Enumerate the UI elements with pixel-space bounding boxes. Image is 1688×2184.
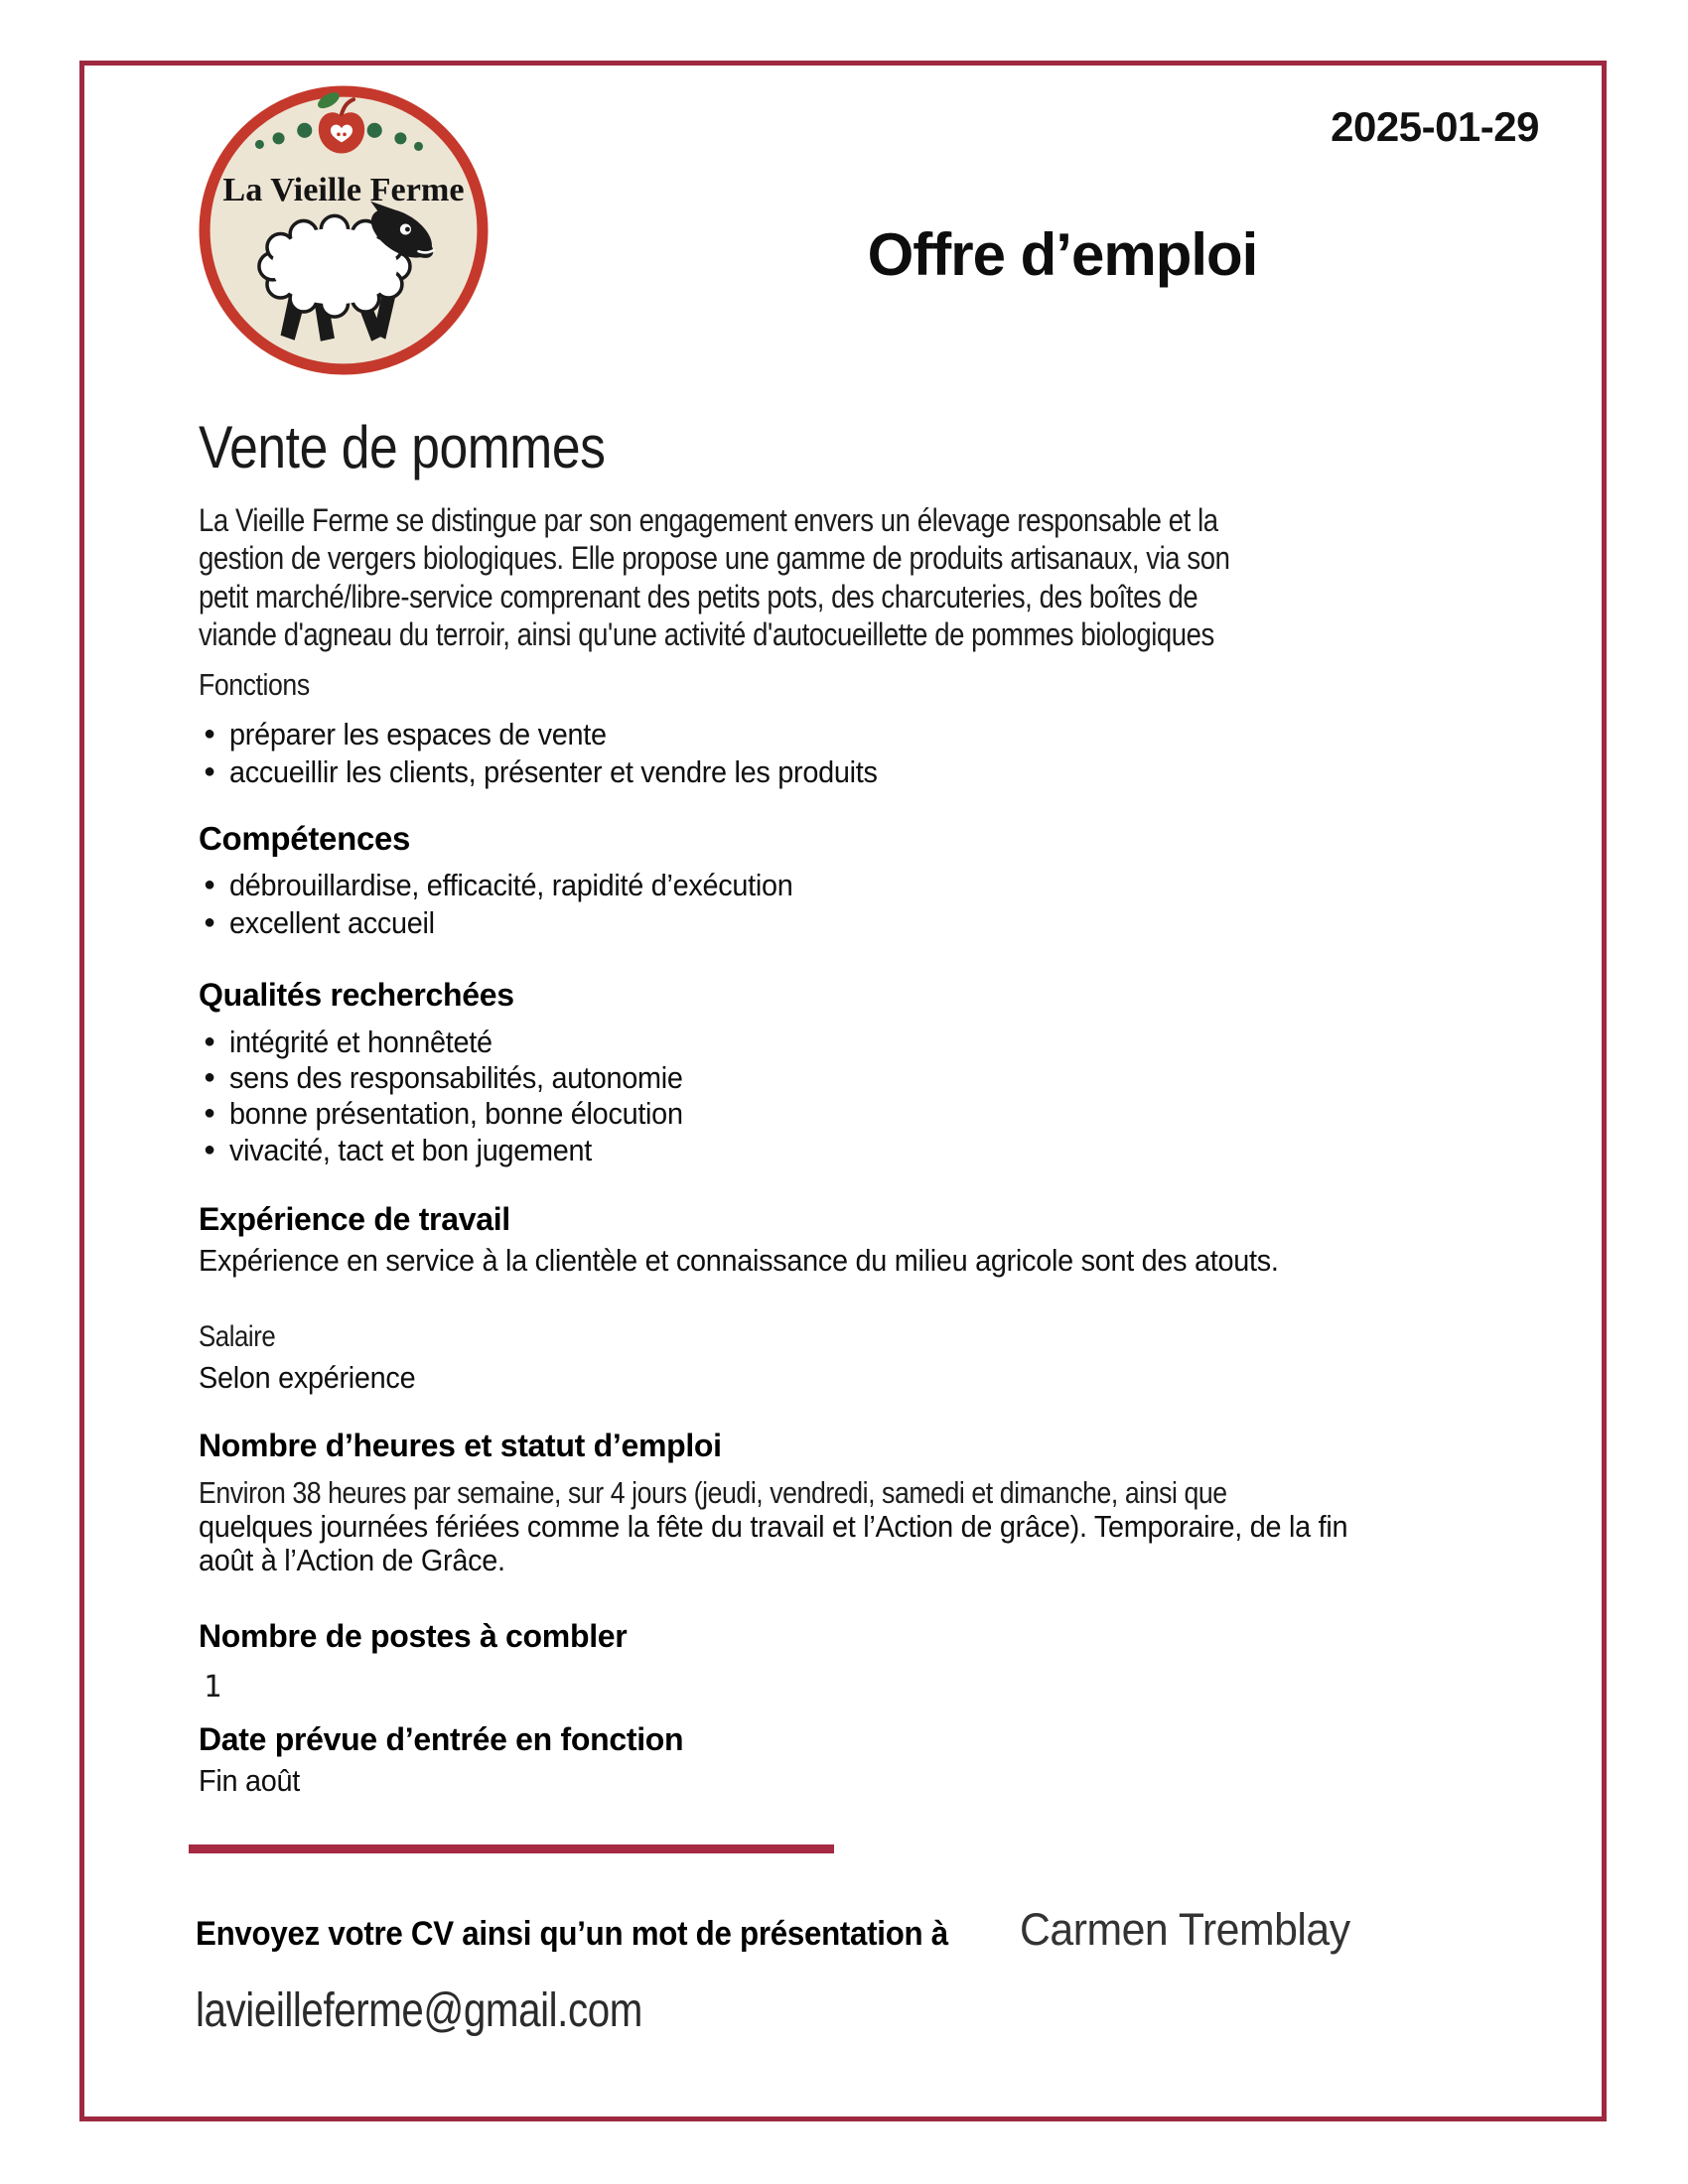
document-title: Offre d’emploi xyxy=(867,221,1258,288)
salaire-text: Selon expérience xyxy=(199,1360,416,1395)
contact-email: lavieilleferme@gmail.com xyxy=(196,1984,642,2037)
logo-farm-name: La Vieille Ferme xyxy=(222,170,465,208)
heures-line-3: août à l’Action de Grâce. xyxy=(199,1543,505,1577)
cta-line xyxy=(196,1904,1367,1956)
bullet-icon: ● xyxy=(204,1139,216,1160)
farm-logo-graphic xyxy=(197,83,491,377)
bullet-icon: ● xyxy=(204,1030,216,1052)
list-item: ● excellent accueil xyxy=(204,905,435,940)
farm-logo xyxy=(197,83,491,377)
section-divider-line xyxy=(189,1844,834,1853)
bullet-icon: ● xyxy=(204,760,216,782)
section-heading-salaire: Salaire xyxy=(199,1320,276,1353)
cta-bold-text: Envoyez votre CV ainsi qu’un mot de présentation à xyxy=(196,1915,948,1953)
postes-value: 1 xyxy=(204,1670,222,1705)
bullet-icon: ● xyxy=(204,723,216,745)
section-heading-postes: Nombre de postes à combler xyxy=(199,1618,628,1654)
heures-line-2: quelques journées fériées comme la fête du travail et l’Action de grâce). Temporaire, de la fin xyxy=(199,1509,1348,1544)
section-heading-fonctions: Fonctions xyxy=(199,667,310,702)
intro-line-1: La Vieille Ferme se distingue par son engagement envers un élevage responsable et la xyxy=(199,502,1218,538)
contact-name: Carmen Tremblay xyxy=(1019,1904,1350,1955)
list-item: ● débrouillardise, efficacité, rapidité d’exécution xyxy=(204,868,793,902)
list-item: ● accueillir les clients, présenter et vendre les produits xyxy=(204,754,878,789)
bullet-icon: ● xyxy=(204,1066,216,1088)
list-item: ● préparer les espaces de vente xyxy=(204,717,607,751)
document-date: 2025-01-29 xyxy=(1331,103,1539,150)
heures-line-1: Environ 38 heures par semaine, sur 4 jours (jeudi, vendredi, samedi et dimanche, ainsi que xyxy=(199,1475,1227,1510)
section-heading-entree: Date prévue d’entrée en fonction xyxy=(199,1721,684,1757)
bullet-icon: ● xyxy=(204,911,216,933)
section-heading-experience: Expérience de travail xyxy=(199,1201,510,1237)
entree-text: Fin août xyxy=(199,1763,300,1798)
section-heading-qualites: Qualités recherchées xyxy=(199,977,514,1013)
intro-line-2: gestion de vergers biologiques. Elle propose une gamme de produits artisanaux, via son xyxy=(199,540,1230,576)
list-item: ● bonne présentation, bonne élocution xyxy=(204,1096,683,1131)
job-title: Vente de pommes xyxy=(199,414,606,480)
intro-line-3: petit marché/libre-service comprenant des petits pots, des charcuteries, des boîtes de xyxy=(199,579,1198,614)
bullet-icon: ● xyxy=(204,1102,216,1124)
bullet-icon: ● xyxy=(204,874,216,895)
list-item: ● vivacité, tact et bon jugement xyxy=(204,1133,593,1167)
list-item: ● intégrité et honnêteté xyxy=(204,1024,492,1059)
section-heading-competences: Compétences xyxy=(199,820,411,857)
list-item: ● sens des responsabilités, autonomie xyxy=(204,1060,683,1095)
experience-text: Expérience en service à la clientèle et connaissance du milieu agricole sont des atouts. xyxy=(199,1243,1279,1278)
intro-line-4: viande d'agneau du terroir, ainsi qu'une activité d'autocueillette de pommes biologiques xyxy=(199,616,1214,652)
section-heading-heures: Nombre d’heures et statut d’emploi xyxy=(199,1428,722,1463)
